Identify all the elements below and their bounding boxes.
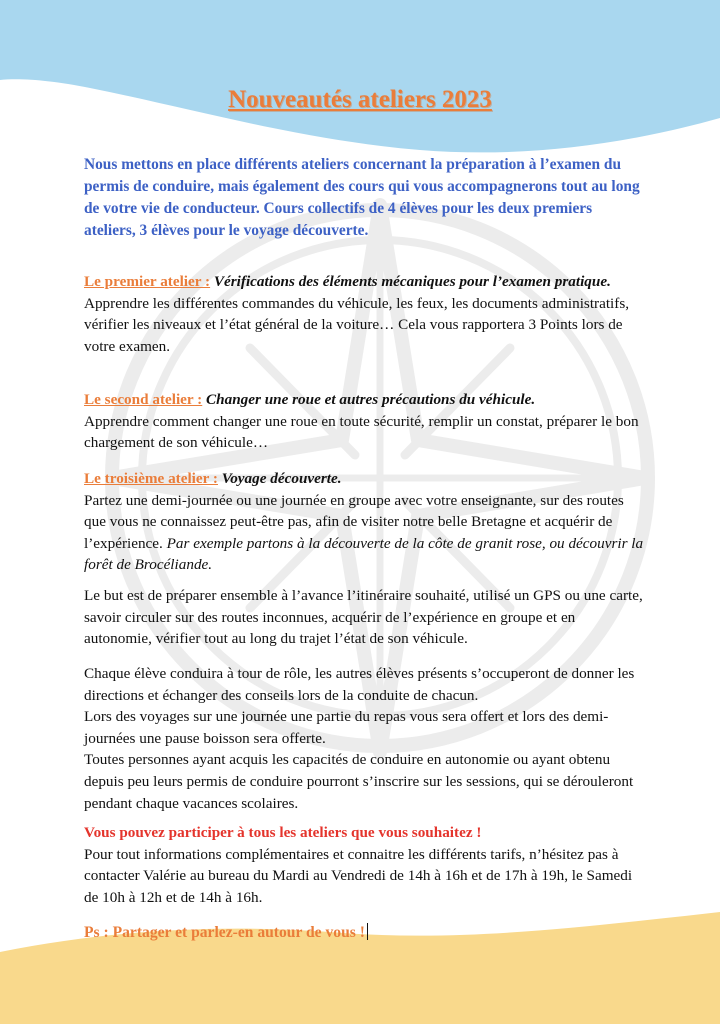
page-title: Nouveautés ateliers 2023 <box>228 86 492 113</box>
ps-line <box>84 922 644 944</box>
contact-paragraph: Pour tout informations complémentaires et connaitre les différents tarifs, n’hésitez pas à contacter Valérie au bureau du Mardi au Vendredi de 14h à 16h et de 17h à 19h, le Samedi de 10h à 12h et de 14h à 16h. <box>84 845 633 906</box>
goal-paragraph: Le but est de préparer ensemble à l’avance l’itinéraire souhaité, utilisé un GPS ou une carte, savoir circuler sur des routes inconnues, acquérir de l’expérience en groupe et en autonomie, vérifier tout au long du trajet l’état de son véhicule. <box>84 587 643 648</box>
roles-paragraph: Chaque élève conduira à tour de rôle, les autres élèves présents s’occuperont de donner les directions et échanger des conseils lors de la conduite de chacun. <box>84 665 635 704</box>
atelier-2-heading: Changer une roue et autres précautions du véhicule. <box>206 391 536 408</box>
roles-block <box>84 663 644 814</box>
intro-paragraph: Nous mettons en place différents ateliers concernant la préparation à l’examen du permis de conduire, mais également des cours qui vous accompagnerons tout au long de votre vie de conducteur. Cours collectifs de 4 élèves pour les deux premiers ateliers, 3 élèves pour le voyage découverte. <box>84 156 640 239</box>
atelier-3-label: Le troisième atelier : <box>84 470 218 487</box>
atelier-1-label: Le premier atelier : <box>84 273 211 290</box>
atelier-3-text: Partez une demi-journée ou une journée en groupe avec votre enseignante, sur des routes que vous ne connaissez peut-être pas, afin de visiter notre belle Bretagne et acquérir de l’expérience. <box>84 491 624 552</box>
atelier-3-example: Par exemple partons à la découverte de la côte de granit rose, ou découvrir la forêt de Brocéliande. <box>84 534 644 574</box>
eligibility-paragraph: Toutes personnes ayant acquis les capacités de conduire en autonomie ou ayant obtenu depuis peu leurs permis de conduire pourront s’inscrire sur les sessions, qui se dérouleront pendant chaque vacances scolaires. <box>84 751 634 812</box>
atelier-1-heading: Vérifications des éléments mécaniques pour l’examen pratique. <box>213 273 611 290</box>
cta-text: Vous pouvez participer à tous les ateliers que vous souhaitez ! <box>84 824 482 841</box>
text-cursor <box>367 923 368 940</box>
atelier-1-block <box>84 271 644 357</box>
ps-text: Ps : Partager et parlez-en autour de vous ! <box>84 924 365 941</box>
atelier-2-label: Le second atelier : <box>84 391 203 408</box>
atelier-2-block <box>84 389 644 454</box>
atelier-3-heading: Voyage découverte. <box>221 470 342 487</box>
meals-paragraph: Lors des voyages sur une journée une partie du repas vous sera offert et lors des demi-journées une pause boisson sera offerte. <box>84 708 609 747</box>
atelier-1-text: Apprendre les différentes commandes du véhicule, les feux, les documents administratifs, vérifier les niveaux et l’état général de la voiture… Cela vous rapportera 3 Points lors de votre examen. <box>84 294 630 355</box>
atelier-2-text: Apprendre comment changer une roue en toute sécurité, remplir un constat, préparer le bon chargement de son véhicule… <box>84 412 639 452</box>
atelier-3-block <box>84 468 644 576</box>
contact-block <box>84 822 644 908</box>
